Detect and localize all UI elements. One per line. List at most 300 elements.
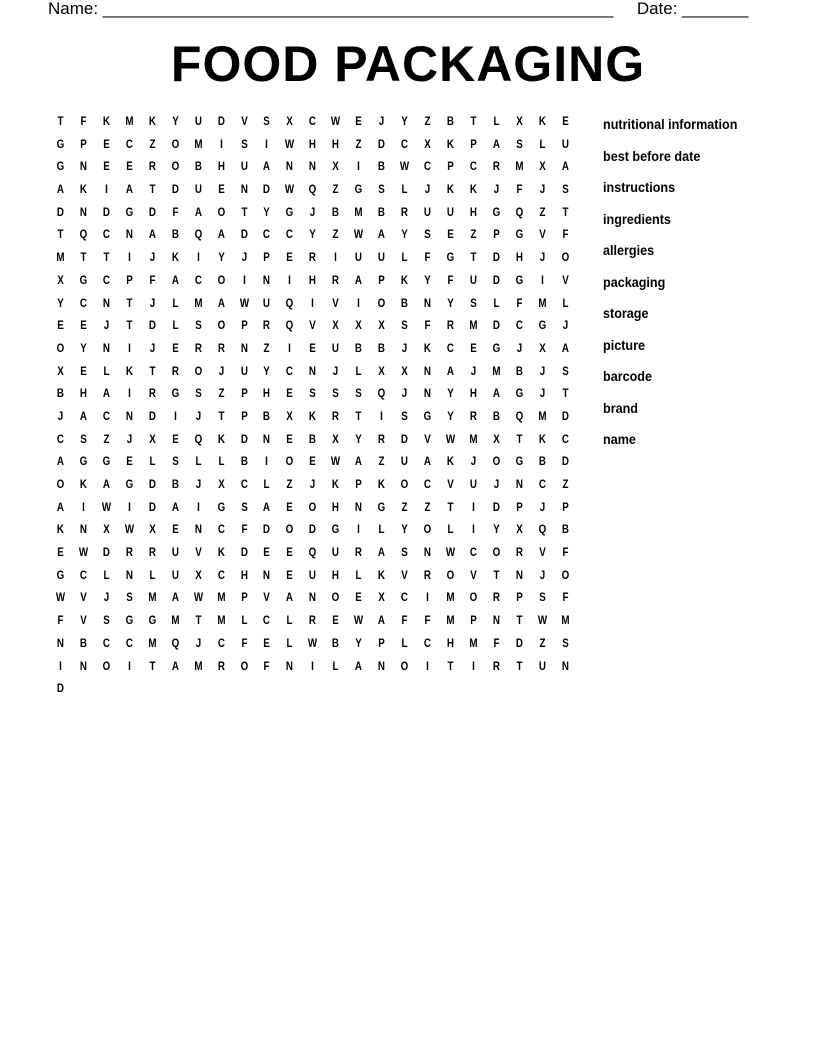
grid-letter[interactable]: G <box>538 320 546 333</box>
grid-letter[interactable]: R <box>148 547 156 560</box>
grid-letter[interactable]: Q <box>515 206 524 219</box>
grid-letter[interactable]: I <box>426 592 429 605</box>
grid-letter[interactable]: W <box>101 501 111 514</box>
grid-letter[interactable]: M <box>446 615 455 628</box>
grid-letter[interactable]: Z <box>355 138 362 151</box>
grid-letter[interactable]: Q <box>171 637 179 650</box>
grid-letter[interactable]: Y <box>424 274 431 287</box>
grid-letter[interactable]: U <box>171 569 179 582</box>
grid-letter[interactable]: J <box>310 479 316 491</box>
grid-letter[interactable]: P <box>378 274 385 287</box>
grid-letter[interactable]: S <box>515 138 523 151</box>
grid-letter[interactable]: T <box>103 252 110 265</box>
grid-letter[interactable]: K <box>148 116 156 128</box>
grid-letter[interactable]: L <box>103 569 110 582</box>
grid-letter[interactable]: X <box>286 116 294 128</box>
grid-letter[interactable]: J <box>470 365 477 378</box>
grid-letter[interactable]: J <box>57 410 64 423</box>
grid-letter[interactable]: Y <box>171 116 179 128</box>
word-search-grid[interactable] <box>49 111 577 701</box>
grid-letter[interactable]: N <box>240 184 248 197</box>
grid-letter[interactable]: M <box>469 433 478 446</box>
grid-letter[interactable]: S <box>401 547 408 560</box>
grid-letter[interactable]: N <box>79 524 87 537</box>
grid-letter[interactable]: P <box>240 320 248 333</box>
grid-letter[interactable]: K <box>332 479 340 491</box>
grid-letter[interactable]: D <box>263 184 271 197</box>
grid-letter[interactable]: S <box>240 501 248 514</box>
grid-letter[interactable]: J <box>103 592 110 605</box>
grid-letter[interactable]: D <box>56 206 65 219</box>
grid-letter[interactable]: R <box>309 615 317 628</box>
grid-letter[interactable]: B <box>194 161 202 174</box>
grid-letter[interactable]: Y <box>401 524 408 537</box>
grid-letter[interactable]: G <box>102 456 111 469</box>
grid-letter[interactable]: D <box>102 206 110 219</box>
grid-letter[interactable]: S <box>103 615 110 628</box>
grid-letter[interactable]: Z <box>562 479 569 491</box>
grid-letter[interactable]: S <box>561 184 569 197</box>
grid-letter[interactable]: T <box>470 116 477 128</box>
grid-letter[interactable]: J <box>149 297 155 310</box>
grid-letter[interactable]: V <box>332 297 339 310</box>
grid-letter[interactable]: N <box>309 592 317 605</box>
grid-letter[interactable]: D <box>561 456 569 469</box>
grid-letter[interactable]: I <box>540 274 544 287</box>
grid-letter[interactable]: J <box>218 365 224 378</box>
grid-letter[interactable]: B <box>332 637 340 650</box>
grid-letter[interactable]: O <box>217 320 225 333</box>
grid-letter[interactable]: L <box>539 138 546 151</box>
grid-letter[interactable]: V <box>424 433 431 446</box>
grid-letter[interactable]: C <box>400 592 409 605</box>
grid-letter[interactable]: Y <box>263 365 271 378</box>
grid-letter[interactable]: L <box>286 615 293 628</box>
grid-letter[interactable]: E <box>355 592 362 605</box>
grid-letter[interactable]: S <box>538 592 546 605</box>
grid-letter[interactable]: L <box>195 456 202 469</box>
grid-letter[interactable]: I <box>104 184 108 197</box>
grid-letter[interactable]: I <box>127 501 131 514</box>
grid-letter[interactable]: R <box>171 365 179 378</box>
grid-letter[interactable]: J <box>539 569 545 582</box>
grid-letter[interactable]: A <box>378 229 386 242</box>
grid-letter[interactable]: W <box>399 161 410 174</box>
grid-letter[interactable]: D <box>561 410 569 423</box>
grid-letter[interactable]: Y <box>401 116 408 128</box>
grid-letter[interactable]: K <box>423 342 432 355</box>
grid-letter[interactable]: G <box>125 615 134 628</box>
grid-letter[interactable]: P <box>493 229 500 242</box>
grid-letter[interactable]: G <box>354 184 363 197</box>
grid-letter[interactable]: K <box>400 274 409 287</box>
grid-letter[interactable]: T <box>516 615 523 628</box>
grid-letter[interactable]: S <box>126 592 133 605</box>
grid-letter[interactable]: J <box>493 479 500 491</box>
grid-letter[interactable]: H <box>515 252 523 265</box>
grid-letter[interactable]: T <box>447 660 454 673</box>
grid-letter[interactable]: O <box>377 297 386 310</box>
grid-letter[interactable]: A <box>171 592 179 605</box>
grid-letter[interactable]: P <box>126 274 133 287</box>
grid-letter[interactable]: K <box>79 479 87 491</box>
grid-letter[interactable]: J <box>562 320 568 333</box>
grid-letter[interactable]: A <box>217 297 225 310</box>
grid-letter[interactable]: N <box>561 660 569 673</box>
grid-letter[interactable]: U <box>194 116 202 128</box>
grid-letter[interactable]: D <box>148 206 156 219</box>
grid-letter[interactable]: U <box>400 456 409 469</box>
grid-letter[interactable]: W <box>239 297 249 310</box>
grid-letter[interactable]: C <box>125 637 133 650</box>
grid-letter[interactable]: P <box>378 637 385 650</box>
grid-letter[interactable]: Z <box>332 184 339 197</box>
grid-letter[interactable]: E <box>57 320 64 333</box>
grid-letter[interactable]: M <box>148 637 157 650</box>
grid-letter[interactable]: R <box>446 320 454 333</box>
grid-letter[interactable]: A <box>446 365 454 378</box>
grid-letter[interactable]: R <box>469 410 477 423</box>
grid-letter[interactable]: H <box>217 161 225 174</box>
grid-letter[interactable]: M <box>354 206 363 219</box>
grid-letter[interactable]: C <box>240 479 248 491</box>
grid-letter[interactable]: Q <box>286 320 294 333</box>
grid-letter[interactable]: P <box>263 252 271 265</box>
grid-letter[interactable]: T <box>562 388 569 401</box>
grid-letter[interactable]: F <box>263 660 270 673</box>
grid-letter[interactable]: E <box>309 456 317 469</box>
grid-letter[interactable]: A <box>355 456 363 469</box>
grid-letter[interactable]: A <box>148 229 156 242</box>
grid-letter[interactable]: A <box>56 456 65 469</box>
grid-letter[interactable]: G <box>515 274 524 287</box>
grid-letter[interactable]: A <box>355 274 363 287</box>
grid-letter[interactable]: D <box>240 229 248 242</box>
grid-letter[interactable]: S <box>240 138 248 151</box>
grid-letter[interactable]: A <box>492 138 500 151</box>
grid-letter[interactable]: N <box>515 479 523 491</box>
grid-letter[interactable]: E <box>309 342 317 355</box>
grid-letter[interactable]: U <box>263 297 271 310</box>
grid-letter[interactable]: J <box>378 116 385 128</box>
grid-letter[interactable]: A <box>492 388 500 401</box>
grid-letter[interactable]: T <box>149 660 156 673</box>
grid-letter[interactable]: J <box>493 184 500 197</box>
grid-letter[interactable]: K <box>217 547 225 560</box>
grid-letter[interactable]: C <box>263 615 271 628</box>
grid-letter[interactable]: Q <box>515 410 524 423</box>
grid-letter[interactable]: C <box>469 547 477 560</box>
grid-letter[interactable]: M <box>538 410 547 423</box>
grid-letter[interactable]: J <box>332 365 339 378</box>
grid-letter[interactable]: I <box>288 274 292 287</box>
grid-letter[interactable]: E <box>80 320 87 333</box>
grid-letter[interactable]: Z <box>263 342 270 355</box>
grid-letter[interactable]: P <box>470 615 477 628</box>
grid-letter[interactable]: Q <box>194 229 202 242</box>
grid-letter[interactable]: I <box>311 297 315 310</box>
grid-letter[interactable]: J <box>539 184 545 197</box>
grid-letter[interactable]: J <box>195 410 201 423</box>
grid-letter[interactable]: F <box>149 274 156 287</box>
grid-letter[interactable]: V <box>447 479 454 491</box>
grid-letter[interactable]: T <box>447 501 454 514</box>
grid-letter[interactable]: U <box>171 547 179 560</box>
grid-letter[interactable]: V <box>240 116 248 128</box>
grid-letter[interactable]: M <box>561 615 570 628</box>
grid-letter[interactable]: A <box>171 660 179 673</box>
grid-letter[interactable]: V <box>538 547 546 560</box>
grid-letter[interactable]: R <box>332 274 340 287</box>
grid-letter[interactable]: O <box>423 524 432 537</box>
grid-letter[interactable]: P <box>447 161 454 174</box>
grid-letter[interactable]: I <box>59 660 62 673</box>
grid-letter[interactable]: X <box>515 116 523 128</box>
grid-letter[interactable]: X <box>378 592 385 605</box>
grid-letter[interactable]: D <box>102 547 110 560</box>
grid-letter[interactable]: B <box>240 456 248 469</box>
grid-letter[interactable]: L <box>378 524 385 537</box>
grid-letter[interactable]: B <box>515 365 523 378</box>
grid-letter[interactable]: M <box>125 116 134 128</box>
grid-letter[interactable]: Z <box>539 206 546 219</box>
grid-letter[interactable]: S <box>355 388 362 401</box>
grid-letter[interactable]: A <box>378 615 386 628</box>
grid-letter[interactable]: I <box>82 501 85 514</box>
grid-letter[interactable]: L <box>172 320 179 333</box>
grid-letter[interactable]: L <box>263 479 270 491</box>
grid-letter[interactable]: X <box>538 342 546 355</box>
grid-letter[interactable]: I <box>127 660 131 673</box>
grid-letter[interactable]: J <box>539 365 545 378</box>
grid-letter[interactable]: A <box>79 410 87 423</box>
grid-letter[interactable]: R <box>217 342 225 355</box>
grid-letter[interactable]: N <box>102 342 110 355</box>
grid-letter[interactable]: Q <box>194 433 202 446</box>
grid-letter[interactable]: H <box>332 138 340 151</box>
grid-letter[interactable]: N <box>423 365 432 378</box>
grid-letter[interactable]: F <box>57 615 64 628</box>
grid-letter[interactable]: E <box>217 184 225 197</box>
grid-letter[interactable]: W <box>124 524 134 537</box>
grid-letter[interactable]: S <box>401 320 408 333</box>
grid-letter[interactable]: J <box>126 433 133 446</box>
grid-letter[interactable]: J <box>401 388 408 401</box>
grid-letter[interactable]: E <box>103 138 110 151</box>
grid-letter[interactable]: G <box>56 569 65 582</box>
grid-letter[interactable]: X <box>332 433 339 446</box>
grid-letter[interactable]: G <box>492 342 501 355</box>
grid-letter[interactable]: G <box>79 274 88 287</box>
grid-letter[interactable]: I <box>471 501 475 514</box>
grid-letter[interactable]: R <box>125 547 133 560</box>
grid-letter[interactable]: I <box>471 524 475 537</box>
grid-letter[interactable]: I <box>242 274 246 287</box>
grid-letter[interactable]: I <box>357 297 361 310</box>
grid-letter[interactable]: O <box>446 569 455 582</box>
grid-letter[interactable]: K <box>56 524 65 537</box>
grid-letter[interactable]: T <box>57 116 64 128</box>
grid-letter[interactable]: E <box>103 161 110 174</box>
grid-letter[interactable]: L <box>447 524 454 537</box>
grid-letter[interactable]: C <box>423 479 432 491</box>
grid-letter[interactable]: W <box>445 547 456 560</box>
grid-letter[interactable]: E <box>126 161 133 174</box>
grid-letter[interactable]: A <box>263 161 271 174</box>
grid-letter[interactable]: T <box>126 320 133 333</box>
grid-letter[interactable]: B <box>378 342 386 355</box>
grid-letter[interactable]: T <box>516 660 523 673</box>
grid-letter[interactable]: Q <box>308 547 317 560</box>
grid-letter[interactable]: L <box>172 297 179 310</box>
grid-letter[interactable]: V <box>470 569 477 582</box>
grid-letter[interactable]: L <box>401 252 408 265</box>
grid-letter[interactable]: J <box>424 184 431 197</box>
grid-letter[interactable]: J <box>149 252 155 265</box>
grid-letter[interactable]: G <box>56 138 65 151</box>
grid-letter[interactable]: W <box>308 637 318 650</box>
grid-letter[interactable]: K <box>446 138 454 151</box>
grid-letter[interactable]: A <box>263 501 271 514</box>
grid-letter[interactable]: U <box>332 342 340 355</box>
grid-letter[interactable]: A <box>561 161 569 174</box>
grid-letter[interactable]: F <box>424 615 431 628</box>
grid-letter[interactable]: Y <box>355 637 362 650</box>
grid-letter[interactable]: E <box>263 637 271 650</box>
grid-letter[interactable]: T <box>149 184 156 197</box>
grid-letter[interactable]: O <box>492 547 501 560</box>
grid-letter[interactable]: J <box>470 456 477 469</box>
grid-letter[interactable]: V <box>561 274 569 287</box>
grid-letter[interactable]: O <box>217 274 225 287</box>
grid-letter[interactable]: V <box>538 229 546 242</box>
grid-letter[interactable]: V <box>194 547 202 560</box>
grid-letter[interactable]: F <box>516 184 523 197</box>
grid-letter[interactable]: Y <box>309 229 317 242</box>
grid-letter[interactable]: P <box>515 592 523 605</box>
grid-letter[interactable]: N <box>378 660 386 673</box>
grid-letter[interactable]: K <box>171 252 179 265</box>
grid-letter[interactable]: U <box>332 547 340 560</box>
grid-letter[interactable]: B <box>56 388 65 401</box>
grid-letter[interactable]: E <box>286 388 294 401</box>
grid-letter[interactable]: B <box>446 116 454 128</box>
grid-letter[interactable]: O <box>469 592 478 605</box>
grid-letter[interactable]: U <box>446 206 454 219</box>
grid-letter[interactable]: T <box>470 252 477 265</box>
grid-letter[interactable]: O <box>217 206 225 219</box>
grid-letter[interactable]: Z <box>103 433 110 446</box>
grid-letter[interactable]: N <box>492 615 500 628</box>
grid-letter[interactable]: W <box>55 592 66 605</box>
grid-letter[interactable]: Q <box>377 388 386 401</box>
grid-letter[interactable]: D <box>515 637 523 650</box>
grid-letter[interactable]: O <box>492 456 501 469</box>
grid-letter[interactable]: C <box>423 637 432 650</box>
grid-letter[interactable]: N <box>355 501 363 514</box>
grid-letter[interactable]: T <box>126 297 133 310</box>
grid-letter[interactable]: N <box>240 342 248 355</box>
grid-letter[interactable]: M <box>194 138 203 151</box>
grid-letter[interactable]: L <box>240 615 247 628</box>
grid-letter[interactable]: A <box>171 501 179 514</box>
grid-letter[interactable]: I <box>334 252 338 265</box>
grid-letter[interactable]: L <box>401 184 408 197</box>
grid-letter[interactable]: X <box>538 161 546 174</box>
grid-letter[interactable]: U <box>194 184 202 197</box>
grid-letter[interactable]: W <box>285 138 295 151</box>
grid-letter[interactable]: U <box>561 138 569 151</box>
grid-letter[interactable]: R <box>148 388 156 401</box>
grid-letter[interactable]: O <box>171 138 179 151</box>
grid-letter[interactable]: V <box>401 569 408 582</box>
grid-letter[interactable]: L <box>493 116 500 128</box>
grid-letter[interactable]: K <box>378 569 386 582</box>
grid-letter[interactable]: B <box>79 637 87 650</box>
grid-letter[interactable]: F <box>240 524 247 537</box>
grid-letter[interactable]: M <box>538 297 547 310</box>
grid-letter[interactable]: M <box>56 252 65 265</box>
grid-letter[interactable]: S <box>309 388 317 401</box>
grid-letter[interactable]: D <box>492 252 500 265</box>
grid-letter[interactable]: C <box>102 637 110 650</box>
grid-letter[interactable]: I <box>357 161 361 174</box>
grid-letter[interactable]: Y <box>80 342 87 355</box>
grid-letter[interactable]: I <box>196 252 200 265</box>
grid-letter[interactable]: V <box>309 320 317 333</box>
grid-letter[interactable]: E <box>126 456 133 469</box>
grid-letter[interactable]: R <box>355 547 363 560</box>
grid-letter[interactable]: E <box>171 342 179 355</box>
grid-letter[interactable]: Z <box>470 229 477 242</box>
grid-letter[interactable]: N <box>423 547 432 560</box>
grid-letter[interactable]: P <box>80 138 87 151</box>
grid-letter[interactable]: K <box>125 365 133 378</box>
grid-letter[interactable]: L <box>218 456 225 469</box>
grid-letter[interactable]: O <box>194 365 202 378</box>
grid-letter[interactable]: N <box>263 569 271 582</box>
grid-letter[interactable]: H <box>309 138 317 151</box>
grid-letter[interactable]: O <box>56 342 65 355</box>
grid-letter[interactable]: W <box>285 184 295 197</box>
grid-letter[interactable]: X <box>103 524 110 537</box>
grid-letter[interactable]: O <box>331 592 340 605</box>
grid-letter[interactable]: G <box>56 161 65 174</box>
grid-letter[interactable]: K <box>102 116 110 128</box>
grid-letter[interactable]: S <box>424 229 431 242</box>
grid-letter[interactable]: D <box>56 683 65 696</box>
grid-letter[interactable]: S <box>80 433 87 446</box>
grid-letter[interactable]: C <box>56 433 65 446</box>
grid-letter[interactable]: O <box>400 479 409 491</box>
grid-letter[interactable]: C <box>194 274 202 287</box>
grid-letter[interactable]: P <box>470 138 477 151</box>
grid-letter[interactable]: W <box>193 592 203 605</box>
grid-letter[interactable]: B <box>171 229 179 242</box>
grid-letter[interactable]: Y <box>263 206 271 219</box>
grid-letter[interactable]: H <box>332 569 340 582</box>
grid-letter[interactable]: A <box>355 660 363 673</box>
grid-letter[interactable]: E <box>263 547 271 560</box>
grid-letter[interactable]: R <box>492 660 500 673</box>
grid-letter[interactable]: Q <box>308 184 317 197</box>
grid-letter[interactable]: D <box>240 547 248 560</box>
grid-letter[interactable]: N <box>423 388 432 401</box>
grid-letter[interactable]: N <box>125 229 133 242</box>
grid-letter[interactable]: Z <box>149 138 156 151</box>
grid-letter[interactable]: C <box>102 410 110 423</box>
grid-letter[interactable]: A <box>102 479 110 491</box>
